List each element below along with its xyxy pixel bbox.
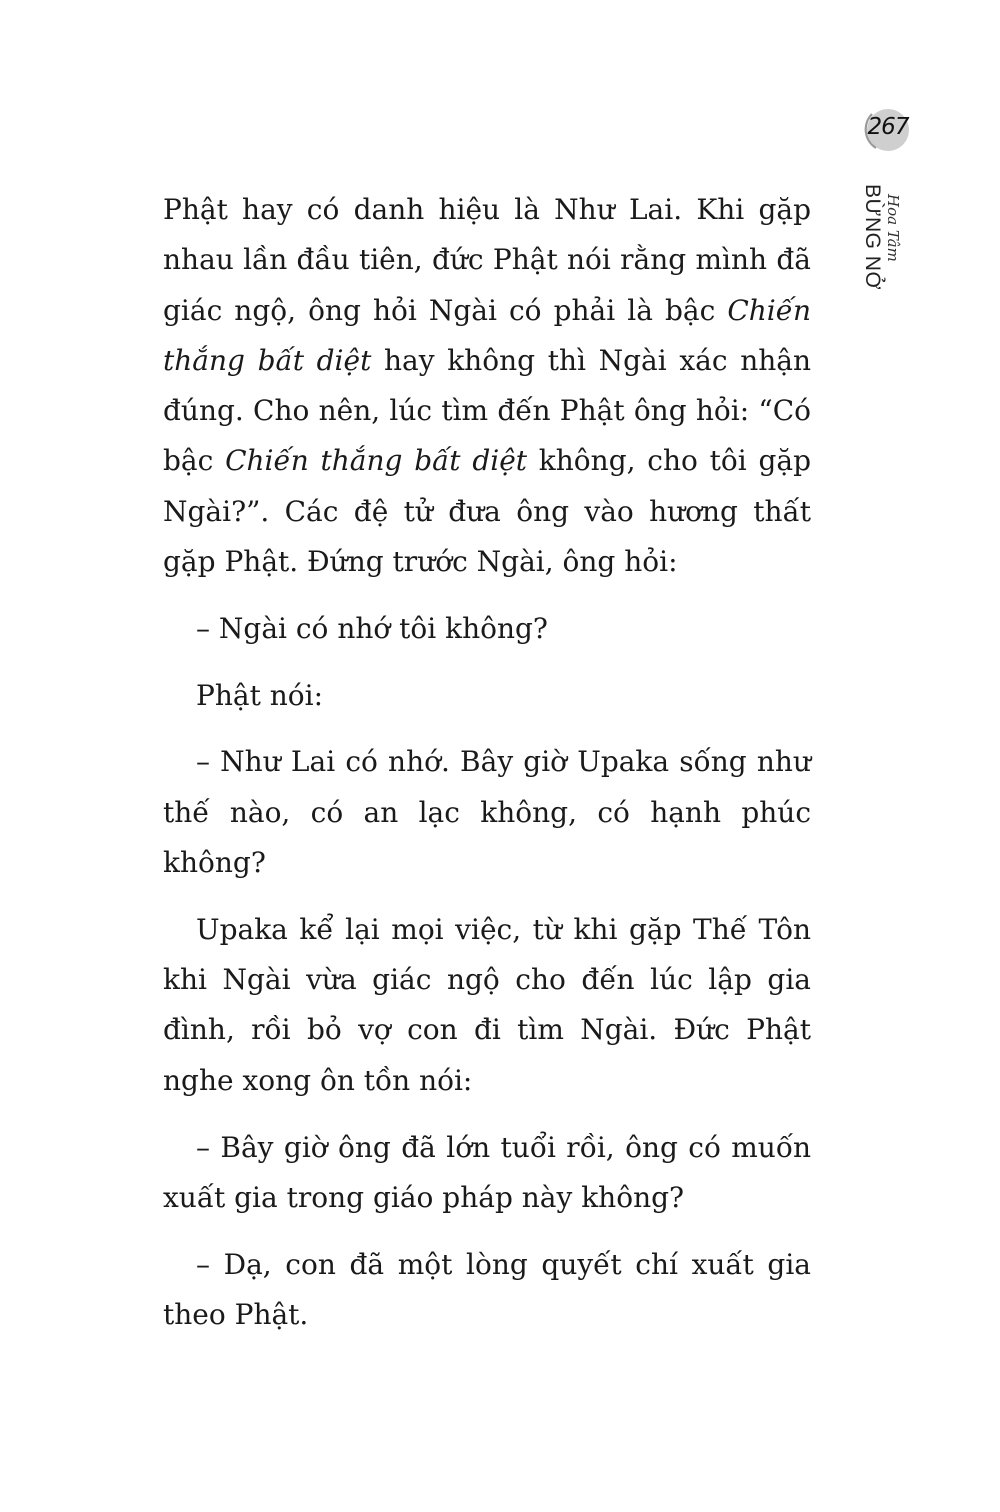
paragraph-3: Phật nói: [196,678,323,712]
paragraph-7: – Dạ, con đã một lòng quyết chí xuất gia theo Phật. [163,1247,811,1331]
paragraph-1-text-2: hay không thì Ngài xác nhận đúng. Cho nên, lúc tìm đến Phật ông hỏi: “Có bậc [163,343,811,478]
paragraph-4: – Như Lai có nhớ. Bây giờ Upaka sống như thế nào, có an lạc không, có hạnh phúc không? [163,745,811,880]
paragraph-2: – Ngài có nhớ tôi không? [196,611,548,645]
body-text [163,185,811,1357]
paragraph-1-text-3: không, cho tôi gặp Ngài?”. Các đệ tử đưa ông vào hương thất gặp Phật. Đứng trước Ngài, ông hỏi: [163,444,812,579]
paragraph-1-italic-1: Chiến thắng bất diệt [163,293,811,377]
paragraph-6: – Bây giờ ông đã lớn tuổi rồi, ông có muốn xuất gia trong giáo pháp này không? [163,1130,811,1214]
paragraph-1-italic-2: Chiến thắng bất diệt [225,444,528,478]
paragraph-1 [163,185,811,587]
paragraph-1-text-1: Phật hay có danh hiệu là Như Lai. Khi gặp nhau lần đầu tiên, đức Phật nói rằng mình đã giác ngộ, ông hỏi Ngài có phải là bậc [163,193,811,327]
running-title-main: BỪNG NỞ [861,184,884,290]
running-title [854,184,902,294]
paragraph-5: Upaka kể lại mọi việc, từ khi gặp Thế Tôn khi Ngài vừa giác ngộ cho đến lúc lập gia đình, rồi bỏ vợ con đi tìm Ngài. Đức Phật nghe xong ôn tồn nói: [163,912,811,1097]
page-number: 267 [867,114,909,140]
running-title-script: Hoa Tâm [884,194,902,262]
